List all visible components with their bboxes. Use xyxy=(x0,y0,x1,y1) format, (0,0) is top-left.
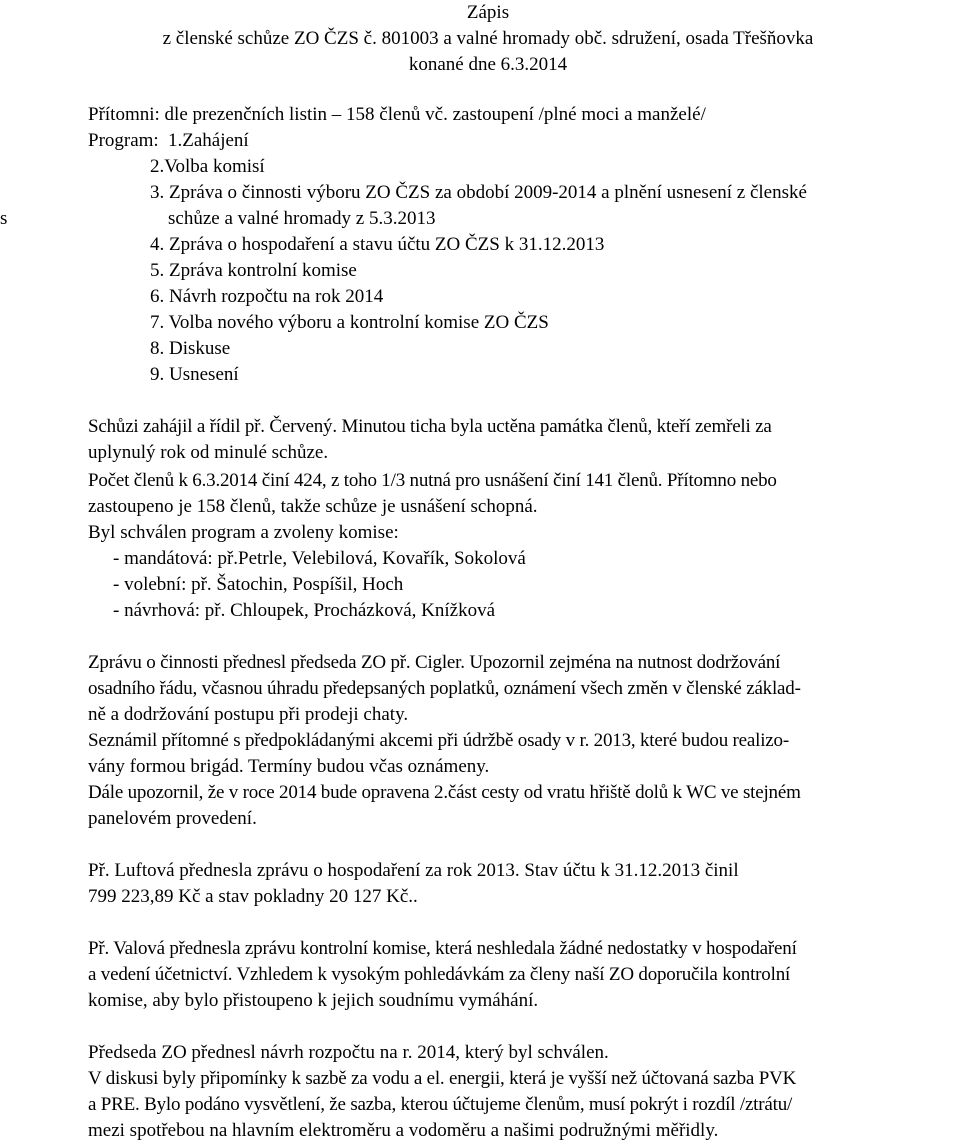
commission-proposal: - návrhová: př. Chloupek, Procházková, Knížková xyxy=(113,600,496,621)
document-header xyxy=(88,0,888,78)
audit-line-1: Př. Valová přednesla zprávu kontrolní komise, která neshledala žádné nedostatky v hospodaření xyxy=(88,938,797,959)
meeting-date: konané dne 6.3.2014 xyxy=(408,54,568,75)
budget-line-2: V diskusi byly připomínky k sazbě za vodu a el. energii, která je vyšší než účtovaná sazba PVK xyxy=(88,1068,797,1089)
report-line-5: vány formou brigád. Termíny budou včas oznámeny. xyxy=(88,756,490,777)
agenda-item-3-continuation: schůze a valné hromady z 5.3.2013 xyxy=(168,208,436,229)
agenda-item-8: 8. Diskuse xyxy=(150,338,231,359)
agenda-item-7: 7. Volba nového výboru a kontrolní komise ZO ČZS xyxy=(150,312,549,333)
commission-mandate: - mandátová: př.Petrle, Velebilová, Kovařík, Sokolová xyxy=(113,548,526,569)
agenda-item-9: 9. Usnesení xyxy=(150,364,239,385)
report-line-6: Dále upozornil, že v roce 2014 bude opravena 2.část cesty od vratu hřiště dolů k WC ve stejném xyxy=(88,782,801,803)
audit-line-3: komise, aby bylo přistoupeno k jejich soudnímu vymáhání. xyxy=(88,990,539,1011)
document-subtitle: z členské schůze ZO ČZS č. 801003 a valné hromady obč. sdružení, osada Třešňovka xyxy=(162,28,814,49)
report-line-7: panelovém provedení. xyxy=(88,808,257,829)
agenda-item-3: 3. Zpráva o činnosti výboru ZO ČZS za období 2009-2014 a plnění usnesení z členské xyxy=(150,182,807,203)
program-label: Program: xyxy=(88,130,159,151)
document-title: Zápis xyxy=(466,2,510,23)
report-line-4: Seznámil přítomné s předpokládanými akcemi při údržbě osady v r. 2013, které budou realizo- xyxy=(88,730,789,751)
agenda-item-1: 1.Zahájení xyxy=(168,130,249,151)
report-line-2: osadního řádu, včasnou úhradu předepsaných poplatků, oznámení všech změn v členské základ- xyxy=(88,678,801,699)
audit-line-2: a vedení účetnictví. Vzhledem k vysokým pohledávkám za členy naší ZO doporučila kontrolní xyxy=(88,964,791,985)
agenda-item-4: 4. Zpráva o hospodaření a stavu účtu ZO ČZS k 31.12.2013 xyxy=(150,234,605,255)
report-line-3: ně a dodržování postupu při prodeji chaty. xyxy=(88,704,409,725)
budget-line-1: Předseda ZO přednesl návrh rozpočtu na r. 2014, který byl schválen. xyxy=(88,1042,609,1063)
opening-line-5: Byl schválen program a zvoleny komise: xyxy=(88,522,399,543)
attendance-line: Přítomni: dle prezenčních listin – 158 členů vč. zastoupení /plné moci a manželé/ xyxy=(88,104,706,125)
commission-election: - volební: př. Šatochin, Pospíšil, Hoch xyxy=(113,574,404,595)
finance-line-1: Př. Luftová přednesla zprávu o hospodaření za rok 2013. Stav účtu k 31.12.2013 činil xyxy=(88,860,739,881)
opening-line-1: Schůzi zahájil a řídil př. Červený. Minutou ticha byla uctěna památka členů, kteří zemřeli za xyxy=(88,416,772,437)
budget-line-4: mezi spotřebou na hlavním elektroměru a vodoměru a našimi podružnými měřidly. xyxy=(88,1120,719,1141)
budget-line-3: a PRE. Bylo podáno vysvětlení, že sazba, kterou účtujeme členům, musí pokrýt i rozdíl /ztrátu/ xyxy=(88,1094,793,1115)
opening-line-4: zastoupeno je 158 členů, takže schůze je usnášení schopná. xyxy=(88,496,538,517)
opening-line-2: uplynulý rok od minulé schůze. xyxy=(88,442,329,463)
stray-character: s xyxy=(0,208,8,229)
agenda-item-6: 6. Návrh rozpočtu na rok 2014 xyxy=(150,286,384,307)
agenda-item-2: 2.Volba komisí xyxy=(150,156,265,177)
agenda-item-5: 5. Zpráva kontrolní komise xyxy=(150,260,357,281)
opening-line-3: Počet členů k 6.3.2014 činí 424, z toho 1/3 nutná pro usnášení činí 141 členů. Přítomno nebo xyxy=(88,470,777,491)
finance-line-2: 799 223,89 Kč a stav pokladny 20 127 Kč.. xyxy=(88,886,418,907)
report-line-1: Zprávu o činnosti přednesl předseda ZO př. Cigler. Upozornil zejména na nutnost dodržování xyxy=(88,652,781,673)
